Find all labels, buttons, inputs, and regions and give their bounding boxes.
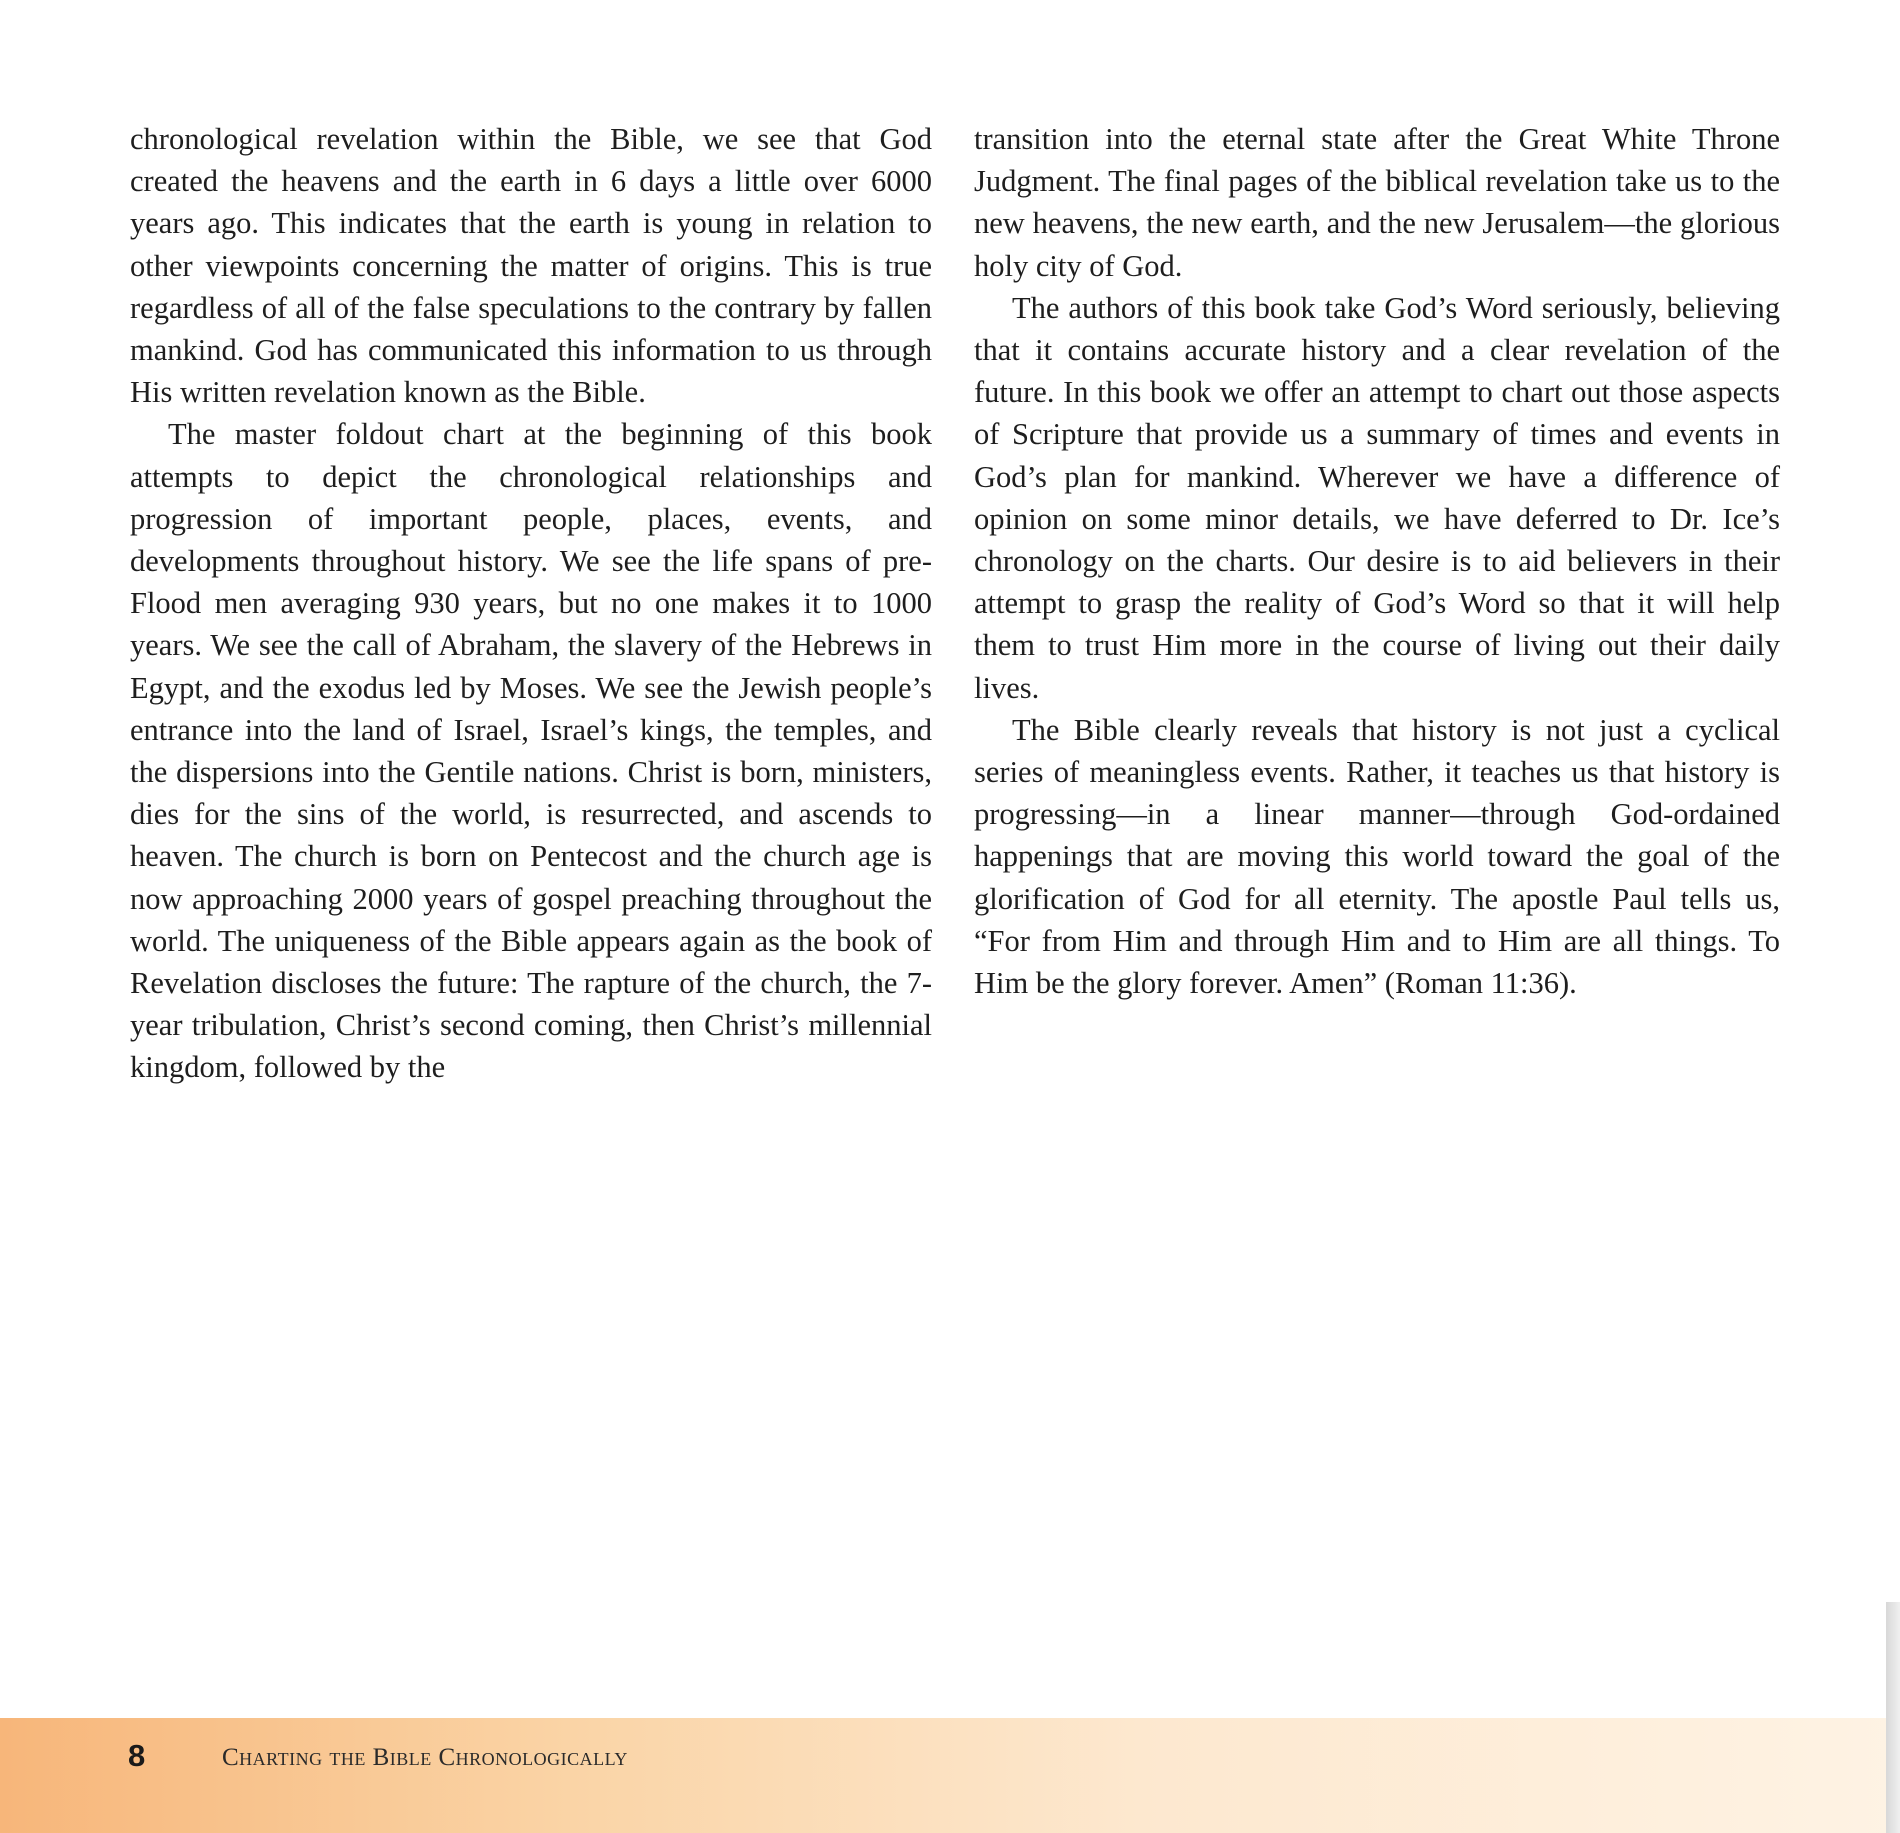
running-head: Charting the Bible Chronologically bbox=[222, 1744, 628, 1771]
page-edge-shadow bbox=[1886, 1602, 1900, 1833]
body-paragraph: chronological revelation within the Bible, we see that God created the heavens and the earth in 6 days a little over 6000 years ago. This indicates that the earth is young in relation to other viewpoints concerning the matter of origins. This is true regardless of all of the false speculations to the contrary by fallen mankind. God has communicated this information to us through His written revelation known as the Bible. bbox=[130, 122, 932, 410]
left-text-column bbox=[130, 118, 932, 1089]
page-number: 8 bbox=[128, 1738, 146, 1773]
body-paragraph: The master foldout chart at the beginning of this book attempts to depict the chronological relationships and progression of important people, places, events, and developments throughout history. We see the life spans of pre-Flood men averaging 930 years, but no one makes it to 1000 years. We see the call of Abraham, the slavery of the Hebrews in Egypt, and the exodus led by Moses. We see the Jewish people’s entrance into the land of Israel, Israel’s kings, the temples, and the dispersions into the Gentile nations. Christ is born, ministers, dies for the sins of the world, is resurrected, and ascends to heaven. The church is born on Pentecost and the church age is now approaching 2000 years of gospel preaching throughout the world. The uniqueness of the Bible appears again as the book of Revelation discloses the future: The rapture of the church, the 7-year tribulation, Christ’s second coming, then Christ’s millennial kingdom, followed by the bbox=[130, 417, 932, 1085]
right-text-column bbox=[974, 118, 1780, 1004]
footer-band bbox=[0, 1718, 1900, 1833]
body-paragraph: The Bible clearly reveals that history is not just a cyclical series of meaningless events. Rather, it teaches us that history is progressing—in a linear manner—through God-ordained happenings that are moving this world toward the goal of the glorification of God for all eternity. The apostle Paul tells us, “For from Him and through Him and to Him are all things. To Him be the glory forever. Amen” (Roman 11:36). bbox=[974, 712, 1780, 1001]
body-paragraph: transition into the eternal state after the Great White Throne Judgment. The final pages of the biblical revelation take us to the new heavens, the new earth, and the new Jerusalem—the glorious holy city of God. bbox=[974, 122, 1780, 283]
body-paragraph: The authors of this book take God’s Word seriously, believing that it contains accurate history and a clear revelation of the future. In this book we offer an attempt to chart out those aspects of Scripture that provide us a summary of times and events in God’s plan for mankind. Wherever we have a difference of opinion on some minor details, we have deferred to Dr. Ice’s chronology on the charts. Our desire is to aid believers in their attempt to grasp the reality of God’s Word so that it will help them to trust Him more in the course of living out their daily lives. bbox=[974, 290, 1780, 705]
